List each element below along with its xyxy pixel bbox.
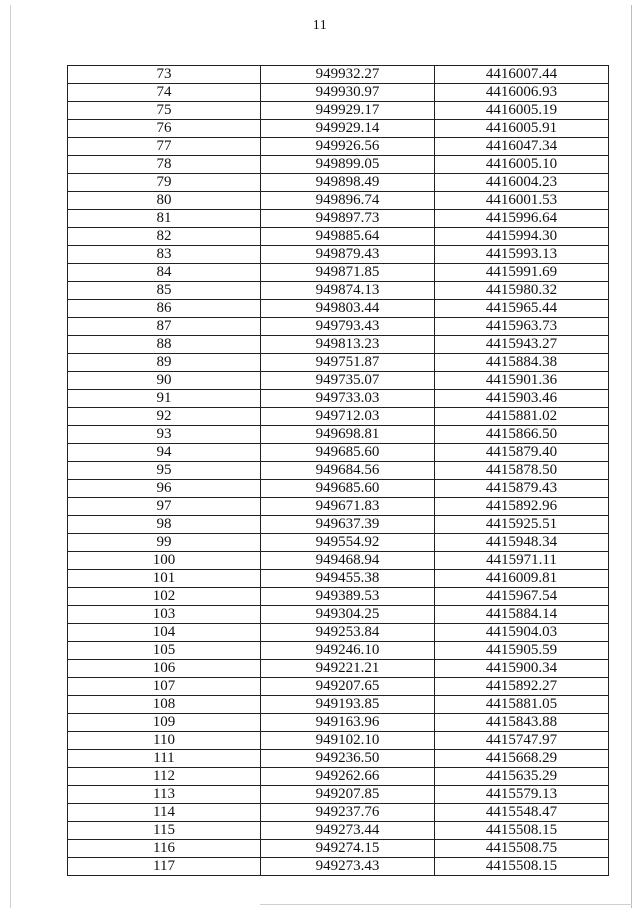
table-row xyxy=(68,102,609,120)
y-coordinate-cell: 4416001.53 xyxy=(435,192,609,210)
point-number-cell: 86 xyxy=(68,300,261,318)
x-coordinate-cell: 949554.92 xyxy=(261,534,435,552)
point-number-cell: 96 xyxy=(68,480,261,498)
x-coordinate-cell: 949879.43 xyxy=(261,246,435,264)
x-coordinate-cell: 949929.17 xyxy=(261,102,435,120)
table-row xyxy=(68,210,609,228)
table-row xyxy=(68,408,609,426)
x-coordinate-cell: 949237.76 xyxy=(261,804,435,822)
y-coordinate-cell: 4415843.88 xyxy=(435,714,609,732)
y-coordinate-cell: 4416006.93 xyxy=(435,84,609,102)
point-number-cell: 78 xyxy=(68,156,261,174)
page-edge-bottom xyxy=(260,904,632,905)
point-number-cell: 113 xyxy=(68,786,261,804)
x-coordinate-cell: 949793.43 xyxy=(261,318,435,336)
x-coordinate-cell: 949803.44 xyxy=(261,300,435,318)
table-row xyxy=(68,372,609,390)
point-number-cell: 84 xyxy=(68,264,261,282)
point-number-cell: 100 xyxy=(68,552,261,570)
y-coordinate-cell: 4415996.64 xyxy=(435,210,609,228)
point-number-cell: 106 xyxy=(68,660,261,678)
y-coordinate-cell: 4416007.44 xyxy=(435,66,609,84)
table-row xyxy=(68,120,609,138)
page-number: 11 xyxy=(312,18,328,33)
y-coordinate-cell: 4415668.29 xyxy=(435,750,609,768)
point-number-cell: 94 xyxy=(68,444,261,462)
point-number-cell: 105 xyxy=(68,642,261,660)
table-row xyxy=(68,300,609,318)
table-row xyxy=(68,768,609,786)
point-number-cell: 83 xyxy=(68,246,261,264)
table-row xyxy=(68,246,609,264)
x-coordinate-cell: 949468.94 xyxy=(261,552,435,570)
x-coordinate-cell: 949685.60 xyxy=(261,480,435,498)
y-coordinate-cell: 4416005.10 xyxy=(435,156,609,174)
point-number-cell: 101 xyxy=(68,570,261,588)
point-number-cell: 82 xyxy=(68,228,261,246)
point-number-cell: 88 xyxy=(68,336,261,354)
point-number-cell: 111 xyxy=(68,750,261,768)
table-row xyxy=(68,606,609,624)
table-row xyxy=(68,174,609,192)
x-coordinate-cell: 949930.97 xyxy=(261,84,435,102)
y-coordinate-cell: 4415881.05 xyxy=(435,696,609,714)
x-coordinate-cell: 949163.96 xyxy=(261,714,435,732)
table-row xyxy=(68,84,609,102)
coordinates-table xyxy=(67,65,609,876)
x-coordinate-cell: 949899.05 xyxy=(261,156,435,174)
x-coordinate-cell: 949898.49 xyxy=(261,174,435,192)
table-row xyxy=(68,426,609,444)
table-row xyxy=(68,840,609,858)
x-coordinate-cell: 949874.13 xyxy=(261,282,435,300)
point-number-cell: 102 xyxy=(68,588,261,606)
point-number-cell: 80 xyxy=(68,192,261,210)
table-row xyxy=(68,570,609,588)
point-number-cell: 81 xyxy=(68,210,261,228)
table-row xyxy=(68,138,609,156)
y-coordinate-cell: 4415866.50 xyxy=(435,426,609,444)
table-row xyxy=(68,354,609,372)
point-number-cell: 95 xyxy=(68,462,261,480)
y-coordinate-cell: 4416047.34 xyxy=(435,138,609,156)
point-number-cell: 75 xyxy=(68,102,261,120)
point-number-cell: 112 xyxy=(68,768,261,786)
x-coordinate-cell: 949637.39 xyxy=(261,516,435,534)
point-number-cell: 110 xyxy=(68,732,261,750)
point-number-cell: 87 xyxy=(68,318,261,336)
y-coordinate-cell: 4415980.32 xyxy=(435,282,609,300)
point-number-cell: 92 xyxy=(68,408,261,426)
x-coordinate-cell: 949273.44 xyxy=(261,822,435,840)
table-row xyxy=(68,696,609,714)
x-coordinate-cell: 949684.56 xyxy=(261,462,435,480)
table-row xyxy=(68,66,609,84)
table-row xyxy=(68,858,609,876)
table-row xyxy=(68,462,609,480)
table-row xyxy=(68,336,609,354)
point-number-cell: 93 xyxy=(68,426,261,444)
point-number-cell: 76 xyxy=(68,120,261,138)
x-coordinate-cell: 949262.66 xyxy=(261,768,435,786)
table-row xyxy=(68,552,609,570)
y-coordinate-cell: 4415905.59 xyxy=(435,642,609,660)
x-coordinate-cell: 949926.56 xyxy=(261,138,435,156)
table-row xyxy=(68,516,609,534)
x-coordinate-cell: 949712.03 xyxy=(261,408,435,426)
y-coordinate-cell: 4415508.75 xyxy=(435,840,609,858)
table-row xyxy=(68,498,609,516)
point-number-cell: 98 xyxy=(68,516,261,534)
table-row xyxy=(68,588,609,606)
y-coordinate-cell: 4415993.13 xyxy=(435,246,609,264)
table-row xyxy=(68,822,609,840)
y-coordinate-cell: 4415548.47 xyxy=(435,804,609,822)
table-row xyxy=(68,660,609,678)
x-coordinate-cell: 949896.74 xyxy=(261,192,435,210)
y-coordinate-cell: 4415971.11 xyxy=(435,552,609,570)
y-coordinate-cell: 4415943.27 xyxy=(435,336,609,354)
y-coordinate-cell: 4415965.44 xyxy=(435,300,609,318)
table-row xyxy=(68,786,609,804)
y-coordinate-cell: 4415991.69 xyxy=(435,264,609,282)
table-row xyxy=(68,624,609,642)
point-number-cell: 90 xyxy=(68,372,261,390)
x-coordinate-cell: 949273.43 xyxy=(261,858,435,876)
point-number-cell: 108 xyxy=(68,696,261,714)
x-coordinate-cell: 949671.83 xyxy=(261,498,435,516)
x-coordinate-cell: 949193.85 xyxy=(261,696,435,714)
y-coordinate-cell: 4415963.73 xyxy=(435,318,609,336)
y-coordinate-cell: 4415635.29 xyxy=(435,768,609,786)
x-coordinate-cell: 949733.03 xyxy=(261,390,435,408)
y-coordinate-cell: 4415508.15 xyxy=(435,858,609,876)
point-number-cell: 77 xyxy=(68,138,261,156)
point-number-cell: 73 xyxy=(68,66,261,84)
point-number-cell: 97 xyxy=(68,498,261,516)
x-coordinate-cell: 949274.15 xyxy=(261,840,435,858)
y-coordinate-cell: 4415892.27 xyxy=(435,678,609,696)
y-coordinate-cell: 4415579.13 xyxy=(435,786,609,804)
y-coordinate-cell: 4415878.50 xyxy=(435,462,609,480)
table-row xyxy=(68,534,609,552)
x-coordinate-cell: 949932.27 xyxy=(261,66,435,84)
table-row xyxy=(68,390,609,408)
table-row xyxy=(68,318,609,336)
y-coordinate-cell: 4415948.34 xyxy=(435,534,609,552)
y-coordinate-cell: 4416005.19 xyxy=(435,102,609,120)
y-coordinate-cell: 4415903.46 xyxy=(435,390,609,408)
x-coordinate-cell: 949253.84 xyxy=(261,624,435,642)
x-coordinate-cell: 949698.81 xyxy=(261,426,435,444)
table-row xyxy=(68,642,609,660)
y-coordinate-cell: 4416005.91 xyxy=(435,120,609,138)
y-coordinate-cell: 4415925.51 xyxy=(435,516,609,534)
point-number-cell: 103 xyxy=(68,606,261,624)
y-coordinate-cell: 4415879.43 xyxy=(435,480,609,498)
point-number-cell: 79 xyxy=(68,174,261,192)
table-row xyxy=(68,444,609,462)
x-coordinate-cell: 949304.25 xyxy=(261,606,435,624)
y-coordinate-cell: 4416009.81 xyxy=(435,570,609,588)
x-coordinate-cell: 949929.14 xyxy=(261,120,435,138)
table-row xyxy=(68,156,609,174)
y-coordinate-cell: 4416004.23 xyxy=(435,174,609,192)
x-coordinate-cell: 949207.65 xyxy=(261,678,435,696)
y-coordinate-cell: 4415967.54 xyxy=(435,588,609,606)
table-row xyxy=(68,732,609,750)
x-coordinate-cell: 949221.21 xyxy=(261,660,435,678)
x-coordinate-cell: 949389.53 xyxy=(261,588,435,606)
y-coordinate-cell: 4415884.14 xyxy=(435,606,609,624)
y-coordinate-cell: 4415879.40 xyxy=(435,444,609,462)
point-number-cell: 85 xyxy=(68,282,261,300)
y-coordinate-cell: 4415904.03 xyxy=(435,624,609,642)
x-coordinate-cell: 949897.73 xyxy=(261,210,435,228)
x-coordinate-cell: 949885.64 xyxy=(261,228,435,246)
y-coordinate-cell: 4415900.34 xyxy=(435,660,609,678)
table-row xyxy=(68,678,609,696)
x-coordinate-cell: 949236.50 xyxy=(261,750,435,768)
y-coordinate-cell: 4415884.38 xyxy=(435,354,609,372)
table-row xyxy=(68,714,609,732)
x-coordinate-cell: 949813.23 xyxy=(261,336,435,354)
point-number-cell: 89 xyxy=(68,354,261,372)
x-coordinate-cell: 949102.10 xyxy=(261,732,435,750)
x-coordinate-cell: 949455.38 xyxy=(261,570,435,588)
table-row xyxy=(68,804,609,822)
table-row xyxy=(68,282,609,300)
y-coordinate-cell: 4415892.96 xyxy=(435,498,609,516)
x-coordinate-cell: 949751.87 xyxy=(261,354,435,372)
coordinates-table-body xyxy=(68,66,609,876)
table-row xyxy=(68,264,609,282)
point-number-cell: 74 xyxy=(68,84,261,102)
point-number-cell: 114 xyxy=(68,804,261,822)
point-number-cell: 99 xyxy=(68,534,261,552)
table-row xyxy=(68,228,609,246)
x-coordinate-cell: 949246.10 xyxy=(261,642,435,660)
x-coordinate-cell: 949871.85 xyxy=(261,264,435,282)
point-number-cell: 117 xyxy=(68,858,261,876)
point-number-cell: 91 xyxy=(68,390,261,408)
x-coordinate-cell: 949207.85 xyxy=(261,786,435,804)
point-number-cell: 115 xyxy=(68,822,261,840)
point-number-cell: 107 xyxy=(68,678,261,696)
point-number-cell: 104 xyxy=(68,624,261,642)
y-coordinate-cell: 4415994.30 xyxy=(435,228,609,246)
page-edge-left xyxy=(10,5,11,908)
x-coordinate-cell: 949735.07 xyxy=(261,372,435,390)
x-coordinate-cell: 949685.60 xyxy=(261,444,435,462)
table-row xyxy=(68,480,609,498)
point-number-cell: 109 xyxy=(68,714,261,732)
y-coordinate-cell: 4415881.02 xyxy=(435,408,609,426)
page-edge-right xyxy=(631,5,632,908)
y-coordinate-cell: 4415901.36 xyxy=(435,372,609,390)
table-row xyxy=(68,192,609,210)
y-coordinate-cell: 4415508.15 xyxy=(435,822,609,840)
table-row xyxy=(68,750,609,768)
y-coordinate-cell: 4415747.97 xyxy=(435,732,609,750)
point-number-cell: 116 xyxy=(68,840,261,858)
